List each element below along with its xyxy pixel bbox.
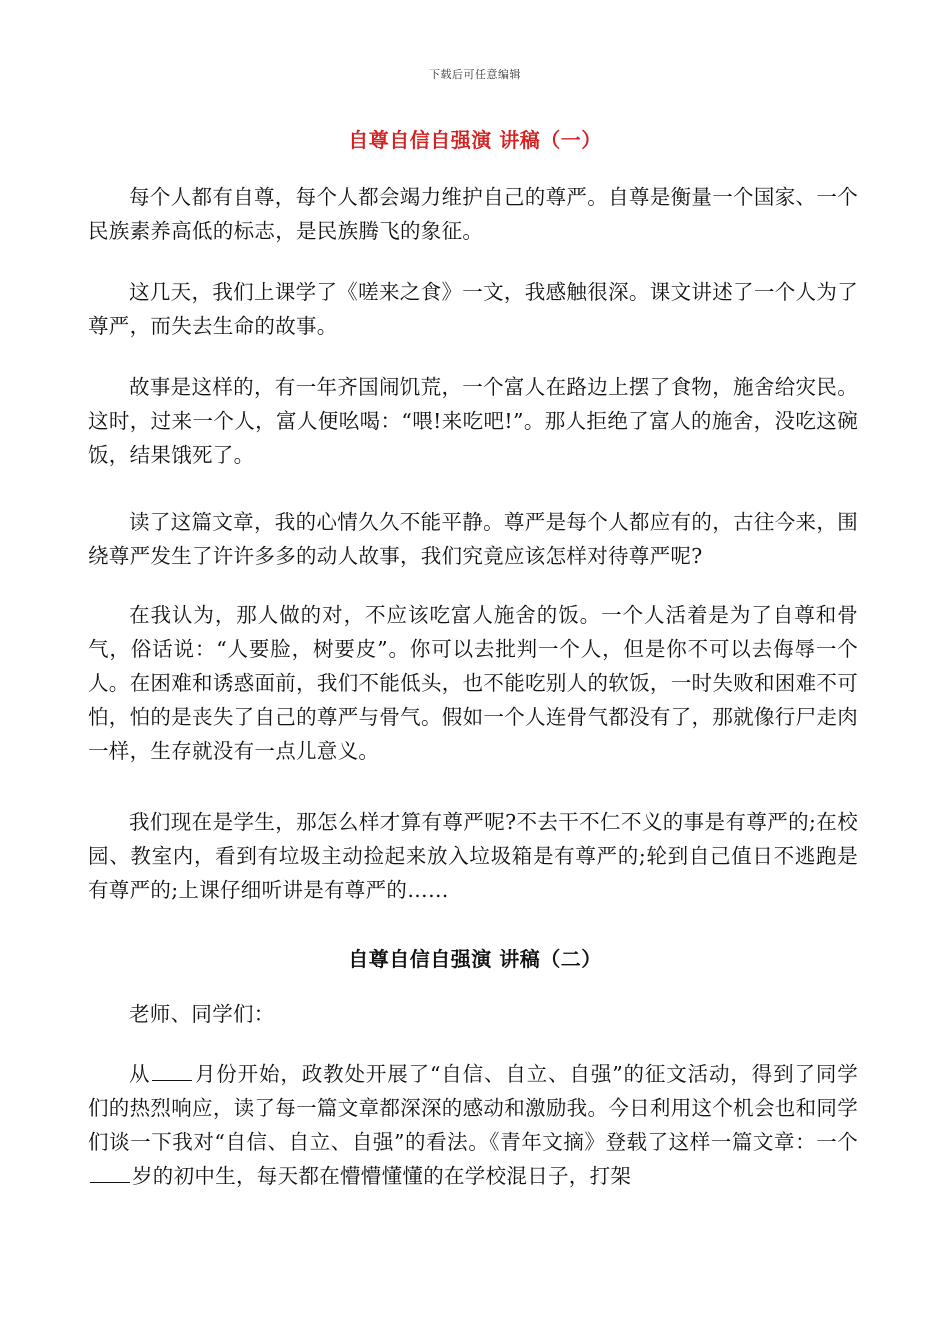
greeting: 老师、同学们： xyxy=(129,1002,275,1026)
paragraph-1-5: 在我认为，那人做的对，不应该吃富人施舍的饭。一个人活着是为了自尊和骨气，俗话说：“人要脸，树要皮”。你可以去批判一个人，但是你不可以去侮辱一个人。在困难和诱惑面前，我们不能低头，也不能吃别人的软饭，一时失败和困难不可怕，怕的是丧失了自己的尊严与骨气。假如一个人连骨气都没有了，那就像行尸走肉一样，生存就没有一点儿意义。 xyxy=(88,603,858,763)
speech-title-1: 自尊自信自强演 讲稿（一） xyxy=(348,128,602,152)
paragraph-2-1-part-c: 岁的初中生，每天都在懵懵懂懂的在学校混日子，打架 xyxy=(132,1164,632,1188)
paragraph-1-1: 每个人都有自尊，每个人都会竭力维护自己的尊严。自尊是衡量一个国家、一个民族素养高低的标志，是民族腾飞的象征。 xyxy=(88,185,858,243)
paragraph-1-4: 读了这篇文章，我的心情久久不能平静。尊严是每个人都应有的，古往今来，围绕尊严发生了许许多多的动人故事，我们究竟应该怎样对待尊严呢? xyxy=(88,510,858,568)
paragraph-2-1-part-a: 从 xyxy=(129,1062,151,1086)
speech-title-2: 自尊自信自强演 讲稿（二） xyxy=(348,947,602,971)
paragraph-1-3: 故事是这样的，有一年齐国闹饥荒，一个富人在路边上摆了食物，施舍给灾民。这时，过来一个人，富人便吆喝：“喂!来吃吧!”。那人拒绝了富人的施舍，没吃这碗饭，结果饿死了。 xyxy=(88,375,858,467)
paragraph-2-1 xyxy=(88,1057,858,1193)
paragraph-1-6: 我们现在是学生，那怎么样才算有尊严呢?不去干不仁不义的事是有尊严的;在校园、教室内，看到有垃圾主动捡起来放入垃圾箱是有尊严的;轮到自己值日不逃跑是有尊严的;上课仔细听讲是有尊严的…… xyxy=(88,810,858,902)
header-note: 下载后可任意编辑 xyxy=(429,68,521,81)
fill-in-blank-age xyxy=(90,1162,130,1183)
fill-in-blank-month xyxy=(152,1060,192,1081)
paragraph-2-1-part-b: 月份开始，政教处开展了“自信、自立、自强”的征文活动，得到了同学们的热烈响应，读了每一篇文章都深深的感动和激励我。今日利用这个机会也和同学们谈一下我对“自信、自立、自强”的看法。《青年文摘》登载了这样一篇文章：一个 xyxy=(88,1062,858,1154)
paragraph-1-2: 这几天，我们上课学了《嗟来之食》一文，我感触很深。课文讲述了一个人为了尊严，而失去生命的故事。 xyxy=(88,280,858,338)
